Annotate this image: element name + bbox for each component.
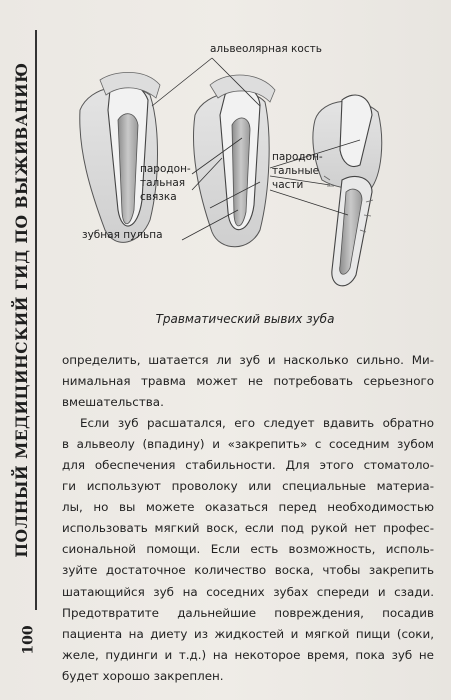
text-line: будет хорошо закреплен.	[62, 668, 224, 683]
text-line: для обеспечения стабильности. Для этого стоматоло-	[62, 458, 434, 473]
tooth-normal	[80, 72, 160, 242]
text-line: в альвеолу (впадину) и «закрепить» с соседним зубом	[62, 437, 434, 452]
label-pdl-line1: пародон-	[140, 163, 191, 175]
tooth-illustration	[60, 40, 430, 308]
tooth-luxation-figure	[60, 40, 430, 308]
text-line: вмешательства.	[62, 395, 164, 410]
figure-caption: Травматический вывих зуба	[155, 312, 335, 326]
text-line: Предотвратите дальнейшие повреждения, посадив	[62, 605, 434, 620]
running-head-title: ПОЛНЫЙ МЕДИЦИНСКИЙ ГИД ПО ВЫЖИВАНИЮ	[12, 62, 31, 558]
page-number: 100	[20, 625, 37, 655]
label-parts-line3: части	[272, 179, 304, 191]
text-line: сиональной помощи. Если есть возможность, исполь-	[62, 542, 434, 557]
text-line: Если зуб расшатался, его следует вдавить обратно	[80, 416, 434, 431]
spine-rule	[35, 30, 37, 610]
tooth-displaced	[194, 75, 275, 247]
text-line: нимальная травма может не потребовать серьезного	[62, 374, 434, 389]
text-line: использовать мягкий воск, если под рукой нет профес-	[62, 521, 434, 536]
text-line: определить, шатается ли зуб и насколько сильно. Ми-	[62, 353, 434, 367]
text-line: пациента на диету из жидкостей и мягкой пищи (соки,	[62, 626, 434, 641]
body-text	[62, 350, 434, 687]
label-pdl-line2: тальная	[140, 177, 186, 189]
text-line: шатающийся зуб на соседних зубах спереди и сзади.	[62, 584, 434, 599]
label-pdl-line3: связка	[140, 191, 177, 203]
label-parts-line2: тальные	[272, 165, 320, 177]
paragraph-1	[62, 350, 434, 413]
text-line: лы, но вы можете оказаться перед необходимостью	[62, 500, 434, 515]
label-alveolar-bone: альвеолярная кость	[210, 43, 322, 55]
text-line: ги используют проволоку или специальные материа-	[62, 479, 434, 494]
label-pulp: зубная пульпа	[82, 229, 163, 241]
text-line: желе, пудинги и т.д.) на некоторое время, пока зуб не	[62, 647, 434, 662]
tooth-avulsed	[313, 95, 382, 286]
label-parts-line1: пародон-	[272, 151, 323, 163]
paragraph-2	[62, 413, 434, 687]
text-line: зуйте достаточное количество воска, чтобы закрепить	[62, 563, 434, 578]
